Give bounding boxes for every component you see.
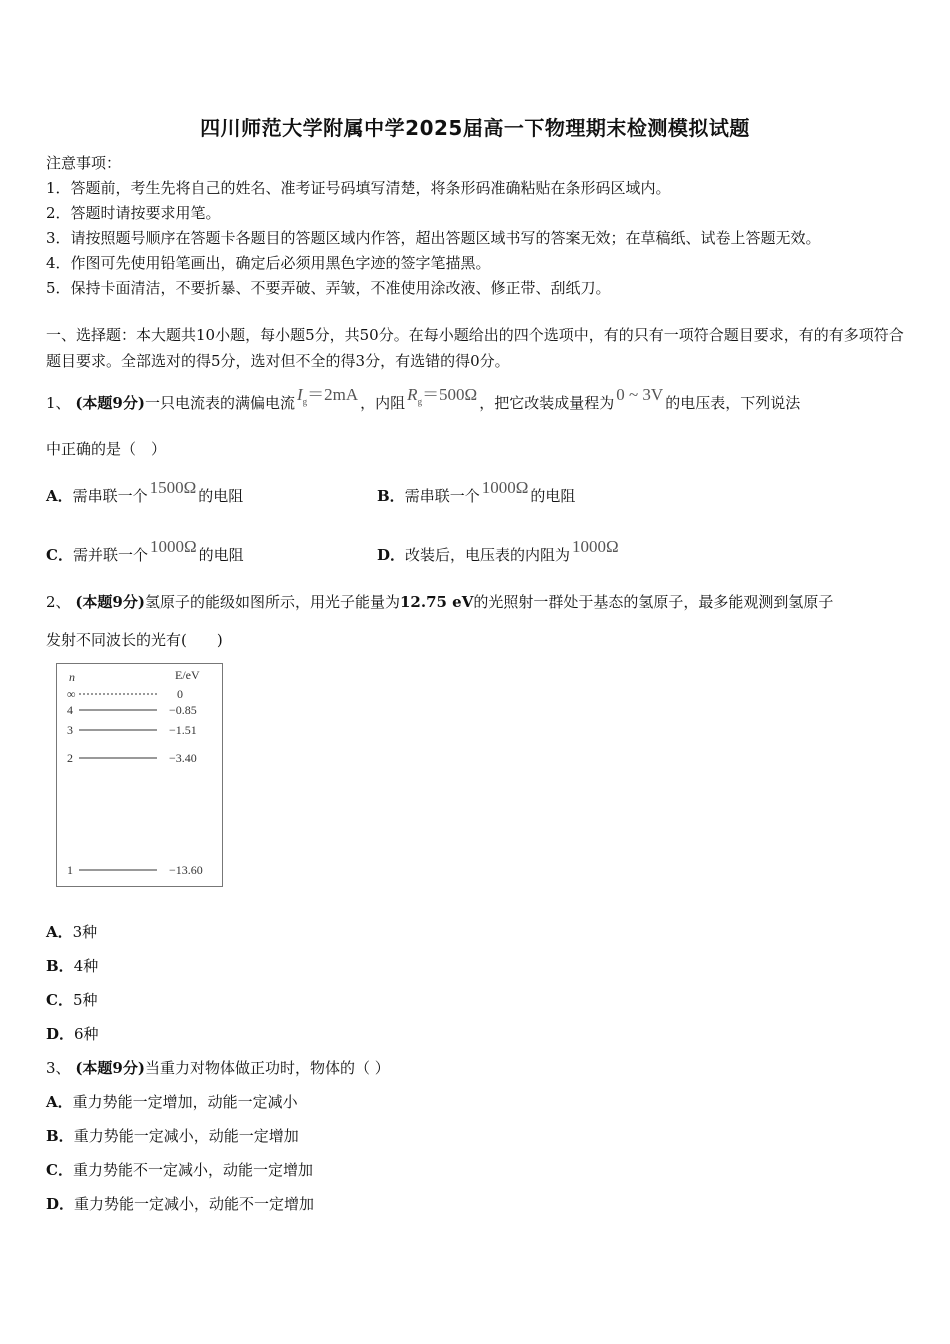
q1-option-c-formula: 1000Ω: [149, 537, 197, 556]
q1-text: 一只电流表的满偏电流: [144, 394, 295, 412]
q1-text: ，把它改装成量程为: [479, 394, 615, 412]
level-energy-label: −0.85: [169, 703, 197, 717]
n-axis-label: n: [69, 670, 75, 684]
q1-text: ，内阻: [360, 394, 406, 412]
level-energy-label: −3.40: [169, 751, 197, 765]
q1-option-b-formula: 1000Ω: [481, 478, 529, 497]
level-n-label: ∞: [67, 687, 76, 701]
notice-item: 3．请按照题号顺序在答题卡各题目的答题区域内作答，超出答题区域书写的答案无效；在草稿纸、试卷上答题无效。: [46, 229, 821, 247]
notice-item: 4．作图可先使用铅笔画出，确定后必须用黑色字迹的签字笔描黑。: [46, 254, 491, 272]
q1-option-a[interactable]: A．需串联一个 1500Ω 的电阻: [46, 478, 244, 505]
q1-number: 1、: [46, 394, 71, 412]
notice-heading: 注意事项：: [46, 154, 122, 172]
q2-text: 氢原子的能级如图所示，用光子能量为: [144, 593, 400, 611]
q3-option-c[interactable]: C．重力势能不一定减小，动能一定增加: [46, 1161, 313, 1179]
energy-level-diagram: [56, 663, 223, 887]
q3-option-b[interactable]: B．重力势能一定减小，动能一定增加: [46, 1127, 299, 1145]
q1-rg-formula: $R_g=500\Omega$: [407, 385, 478, 407]
energy-level-svg: [57, 664, 222, 886]
q2-score: (本题9分): [75, 593, 145, 611]
q1-ig-formula: $I_g=2mA$: [296, 385, 359, 407]
level-energy-label: −1.51: [169, 723, 197, 737]
q2-option-a[interactable]: A．3种: [46, 923, 98, 941]
notice-item: 5．保持卡面清洁，不要折暴、不要弄破、弄皱，不准使用涂改液、修正带、刮纸刀。: [46, 279, 611, 297]
q2-stem-line1: [46, 591, 833, 612]
q2-option-d[interactable]: D．6种: [46, 1025, 99, 1043]
level-energy-label: −13.60: [169, 863, 203, 877]
notice-item: 2．答题时请按要求用笔。: [46, 204, 221, 222]
q3-text: 当重力对物体做正功时，物体的（ ）: [144, 1059, 390, 1077]
energy-axis-label: E/eV: [175, 668, 200, 682]
level-n-label: 4: [67, 703, 73, 717]
q1-score: (本题9分): [75, 394, 145, 412]
q3-option-a[interactable]: A．重力势能一定增加，动能一定减小: [46, 1093, 298, 1111]
q1-option-d[interactable]: D．改装后，电压表的内阻为 1000Ω: [377, 537, 619, 564]
q3-option-d[interactable]: D．重力势能一定减小，动能不一定增加: [46, 1195, 315, 1213]
q2-number: 2、: [46, 593, 71, 611]
page-title: 四川师范大学附属中学2025届高一下物理期末检测模拟试题: [200, 116, 750, 140]
q3-score: (本题9分): [75, 1059, 145, 1077]
q2-option-b[interactable]: B．4种: [46, 957, 99, 975]
q1-stem-line1: [46, 385, 801, 414]
q1-option-a-formula: 1500Ω: [149, 478, 197, 497]
level-energy-label: 0: [177, 687, 183, 701]
q1-option-d-formula: 1000Ω: [572, 537, 619, 556]
q1-stem-line2: 中正确的是（ ）: [46, 440, 167, 458]
q1-range-formula: 0 ~ 3V: [616, 385, 664, 404]
section-instructions: 一、选择题：本大题共10小题，每小题5分，共50分。在每小题给出的四个选项中，有的只有一项符合题目要求，有的有多项符合题目要求。全部选对的得5分，选对但不全的得3分，有选错的得0分。: [46, 326, 904, 370]
q2-text: 的光照射一群处于基态的氢原子，最多能观测到氢原子: [473, 593, 834, 611]
q1-text: 的电压表，下列说法: [665, 394, 801, 412]
q2-energy: 12.75 eV: [399, 593, 474, 611]
level-n-label: 1: [67, 863, 73, 877]
q1-option-c[interactable]: C．需并联一个 1000Ω 的电阻: [46, 537, 244, 564]
q2-option-c[interactable]: C．5种: [46, 991, 98, 1009]
level-n-label: 3: [67, 723, 73, 737]
q3-stem: [46, 1057, 390, 1078]
level-n-label: 2: [67, 751, 73, 765]
notice-item: 1．答题前，考生先将自己的姓名、准考证号码填写清楚，将条形码准确粘贴在条形码区域内。: [46, 179, 671, 197]
q1-option-b[interactable]: B．需串联一个 1000Ω 的电阻: [377, 478, 576, 505]
q2-stem-line2: 发射不同波长的光有( ): [46, 631, 223, 649]
q3-number: 3、: [46, 1059, 71, 1077]
